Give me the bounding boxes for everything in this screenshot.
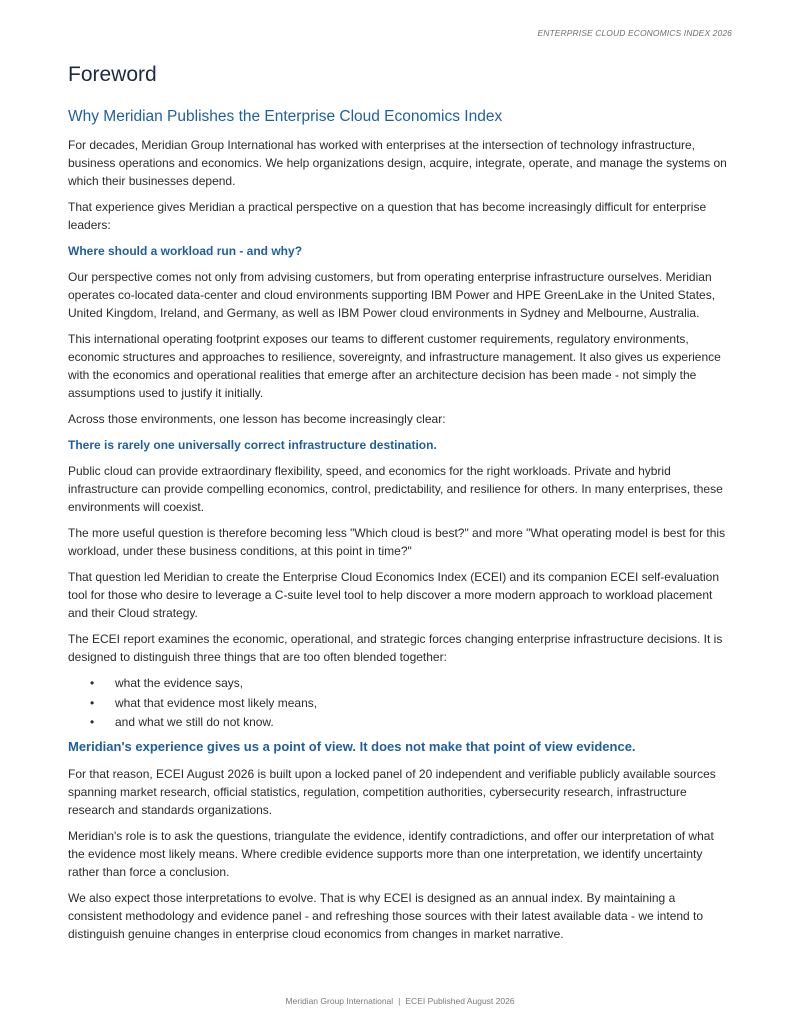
footer-published: ECEI Published August 2026 bbox=[405, 996, 515, 1006]
paragraph-experience: That experience gives Meridian a practical perspective on a question that has become increasingly difficult for enterprise leaders: bbox=[68, 200, 707, 232]
paragraph-ecei-origin: That question led Meridian to create the Enterprise Cloud Economics Index (ECEI) and its companion ECEI self-evaluation tool for those who desire to leverage a C-suite level tool to help discover a more modern approach to workload placement and their Cloud strategy. bbox=[68, 570, 719, 620]
footer-org: Meridian Group International bbox=[285, 996, 394, 1006]
running-header: ENTERPRISE CLOUD ECONOMICS INDEX 2026 bbox=[537, 28, 732, 38]
paragraph-lesson: Across those environments, one lesson has become increasingly clear: bbox=[68, 412, 446, 426]
callout-workload-question: Where should a workload run - and why? bbox=[68, 244, 303, 258]
page-title: Foreword bbox=[68, 63, 157, 86]
paragraph-locked-panel: For that reason, ECEI August 2026 is built upon a locked panel of 20 independent and verifiable publicly available sources spanning market research, official statistics, regulation, competition authorities, cybersecurity research, infrastructure research and standards organizations. bbox=[68, 766, 716, 817]
paragraph-ecei-report: The ECEI report examines the economic, operational, and strategic forces changing enterprise infrastructure decisions. It is designed to distinguish three things that are too often blended together: bbox=[68, 632, 723, 664]
callout-no-universal-destination: There is rarely one universally correct infrastructure destination. bbox=[68, 438, 437, 452]
footer-separator: | bbox=[398, 996, 401, 1006]
paragraph-useful-question: The more useful question is therefore becoming less "Which cloud is best?" and more "What operating model is best for this workload, under these business conditions, at this point in time?" bbox=[68, 526, 726, 558]
list-item-text: what that evidence most likely means, bbox=[115, 695, 318, 710]
bullet-glyph: • bbox=[90, 715, 95, 729]
list-item bbox=[68, 694, 732, 714]
paragraph-evolve: We also expect those interpretations to evolve. That is why ECEI is designed as an annual index. By maintaining a consistent methodology and evidence panel - and refreshing those sources with their latest available data - we intend to distinguish genuine changes in enterprise cloud economics from changes in market narrative. bbox=[68, 890, 704, 941]
paragraph-meridian-role: Meridian's role is to ask the questions, triangulate the evidence, identify contradictions, and offer our interpretation of what the evidence most likely means. Where credible evidence supports more than one interpretation, we identify uncertainty rather than force a conclusion. bbox=[68, 828, 714, 879]
paragraph-public-cloud: Public cloud can provide extraordinary flexibility, speed, and economics for the right workloads. Private and hybrid infrastructure can provide compelling economics, control, predictability, and resilience for others. In many enterprises, these environments will coexist. bbox=[68, 464, 723, 514]
paragraph-footprint: This international operating footprint exposes our teams to different customer requirements, regulatory environments, economic structures and approaches to resilience, sovereignty, and infrastructure management. It also gives us experience with the economics and operational realities that emerge after an architecture decision has been made - not simply the assumptions used to justify it initially. bbox=[68, 332, 721, 400]
three-things-list bbox=[68, 674, 732, 733]
paragraph-perspective: Our perspective comes not only from advising customers, but from operating enterprise infrastructure ourselves. Meridian operates co-located data-center and cloud environments supporting IBM Power and HPE GreenLake in the United States, United Kingdom, Ireland, and Germany, as well as IBM Power cloud environments in Sydney and Melbourne, Australia. bbox=[68, 270, 716, 320]
bullet-glyph: • bbox=[90, 695, 95, 710]
section-subtitle: Why Meridian Publishes the Enterprise Cloud Economics Index bbox=[68, 108, 503, 125]
callout-point-of-view: Meridian's experience gives us a point of view. It does not make that point of view evidence. bbox=[68, 738, 636, 754]
list-item bbox=[68, 713, 732, 733]
list-item-text: what the evidence says, bbox=[115, 676, 244, 690]
page-content bbox=[68, 60, 732, 951]
page-footer bbox=[0, 996, 800, 1006]
list-item-text: and what we still do not know. bbox=[115, 715, 274, 729]
list-item bbox=[68, 674, 732, 694]
paragraph-intro: For decades, Meridian Group International has worked with enterprises at the intersection of technology infrastructure, business operations and economics. We help organizations design, acquire, integrate, operate, and manage the systems on which their businesses depend. bbox=[68, 138, 727, 188]
bullet-glyph: • bbox=[90, 676, 95, 690]
